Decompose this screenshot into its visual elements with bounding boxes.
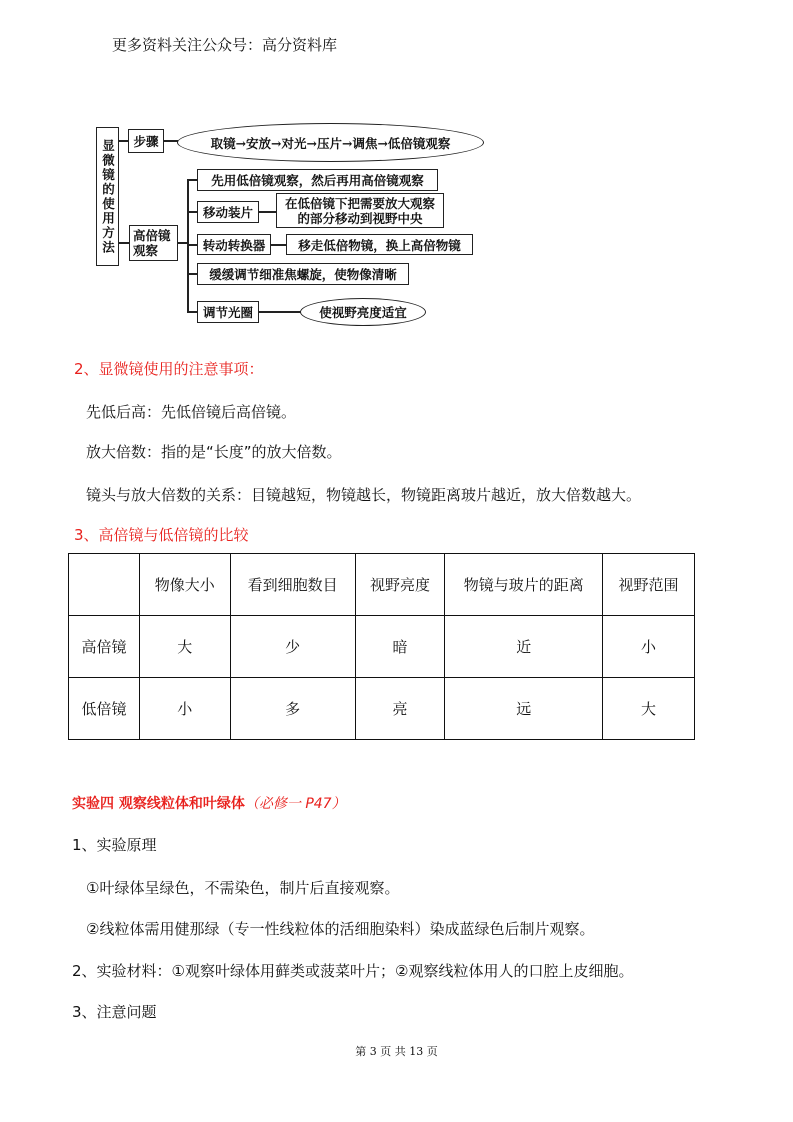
table-header: 看到细胞数目 (230, 554, 355, 616)
table-cell: 小 (139, 678, 230, 740)
diagram-item-2-detail: 在低倍镜下把需要放大观察的部分移动到视野中央 (276, 193, 444, 228)
table-cell: 少 (230, 616, 355, 678)
experiment-title: 实验四 观察线粒体和叶绿体 (72, 796, 245, 812)
table-cell: 小 (603, 616, 695, 678)
page-footer: 第 3 页 共 13 页 (355, 1045, 438, 1058)
table-header: 视野范围 (603, 554, 695, 616)
table-row (69, 616, 695, 678)
table-cell: 暗 (355, 616, 445, 678)
experiment-heading (72, 793, 346, 813)
experiment-ref: （必修一 P47） (244, 796, 346, 812)
section-2-title: 2、显微镜使用的注意事项： (74, 360, 264, 378)
table-header (69, 554, 140, 616)
principle-item: ①叶绿体呈绿色，不需染色，制片后直接观察。 (86, 879, 400, 897)
header-note: 更多资料关注公众号：高分资料库 (112, 36, 338, 54)
diagram-root: 显微镜的使用方法 (96, 127, 119, 266)
diagram-item-3-detail: 移走低倍物镜，换上高倍物镜 (286, 234, 473, 255)
experiment-principle: 1、实验原理 (72, 836, 157, 854)
diagram-item-3: 转动转换器 (197, 234, 271, 255)
diagram-item-5: 调节光圈 (197, 301, 259, 323)
diagram-item-2: 移动装片 (197, 201, 259, 223)
table-cell: 大 (139, 616, 230, 678)
table-header: 物镜与玻片的距离 (445, 554, 603, 616)
microscope-usage-diagram (0, 0, 793, 340)
table-row (69, 678, 695, 740)
comparison-table (68, 553, 695, 740)
table-cell: 大 (603, 678, 695, 740)
diagram-item-4: 缓缓调节细准焦螺旋，使物像清晰 (197, 263, 409, 285)
experiment-materials: 2、实验材料：①观察叶绿体用藓类或菠菜叶片；②观察线粒体用人的口腔上皮细胞。 (72, 962, 634, 980)
section-3-title: 3、高倍镜与低倍镜的比较 (74, 526, 249, 544)
note-line: 镜头与放大倍数的关系：目镜越短，物镜越长，物镜距离玻片越近，放大倍数越大。 (86, 486, 642, 504)
note-line: 先低后高：先低倍镜后高倍镜。 (86, 403, 297, 421)
principle-item: ②线粒体需用健那绿（专一性线粒体的活细胞染料）染成蓝绿色后制片观察。 (86, 920, 595, 938)
table-cell: 低倍镜 (69, 678, 140, 740)
note-line: 放大倍数：指的是“长度”的放大倍数。 (86, 443, 342, 461)
diagram-item-1: 先用低倍镜观察，然后再用高倍镜观察 (197, 169, 438, 191)
table-cell: 多 (230, 678, 355, 740)
diagram-steps: 取镜→安放→对光→压片→调焦→低倍镜观察 (177, 123, 484, 162)
diagram-steps-label: 步骤 (128, 129, 164, 153)
table-cell: 高倍镜 (69, 616, 140, 678)
diagram-item-5-detail: 使视野亮度适宜 (300, 298, 426, 326)
table-header: 视野亮度 (355, 554, 445, 616)
table-cell: 亮 (355, 678, 445, 740)
table-cell: 远 (445, 678, 603, 740)
table-cell: 近 (445, 616, 603, 678)
experiment-notes: 3、注意问题 (72, 1003, 157, 1021)
diagram-high-label: 高倍镜观察 (129, 225, 178, 261)
table-header-row (69, 554, 695, 616)
table-header: 物像大小 (139, 554, 230, 616)
